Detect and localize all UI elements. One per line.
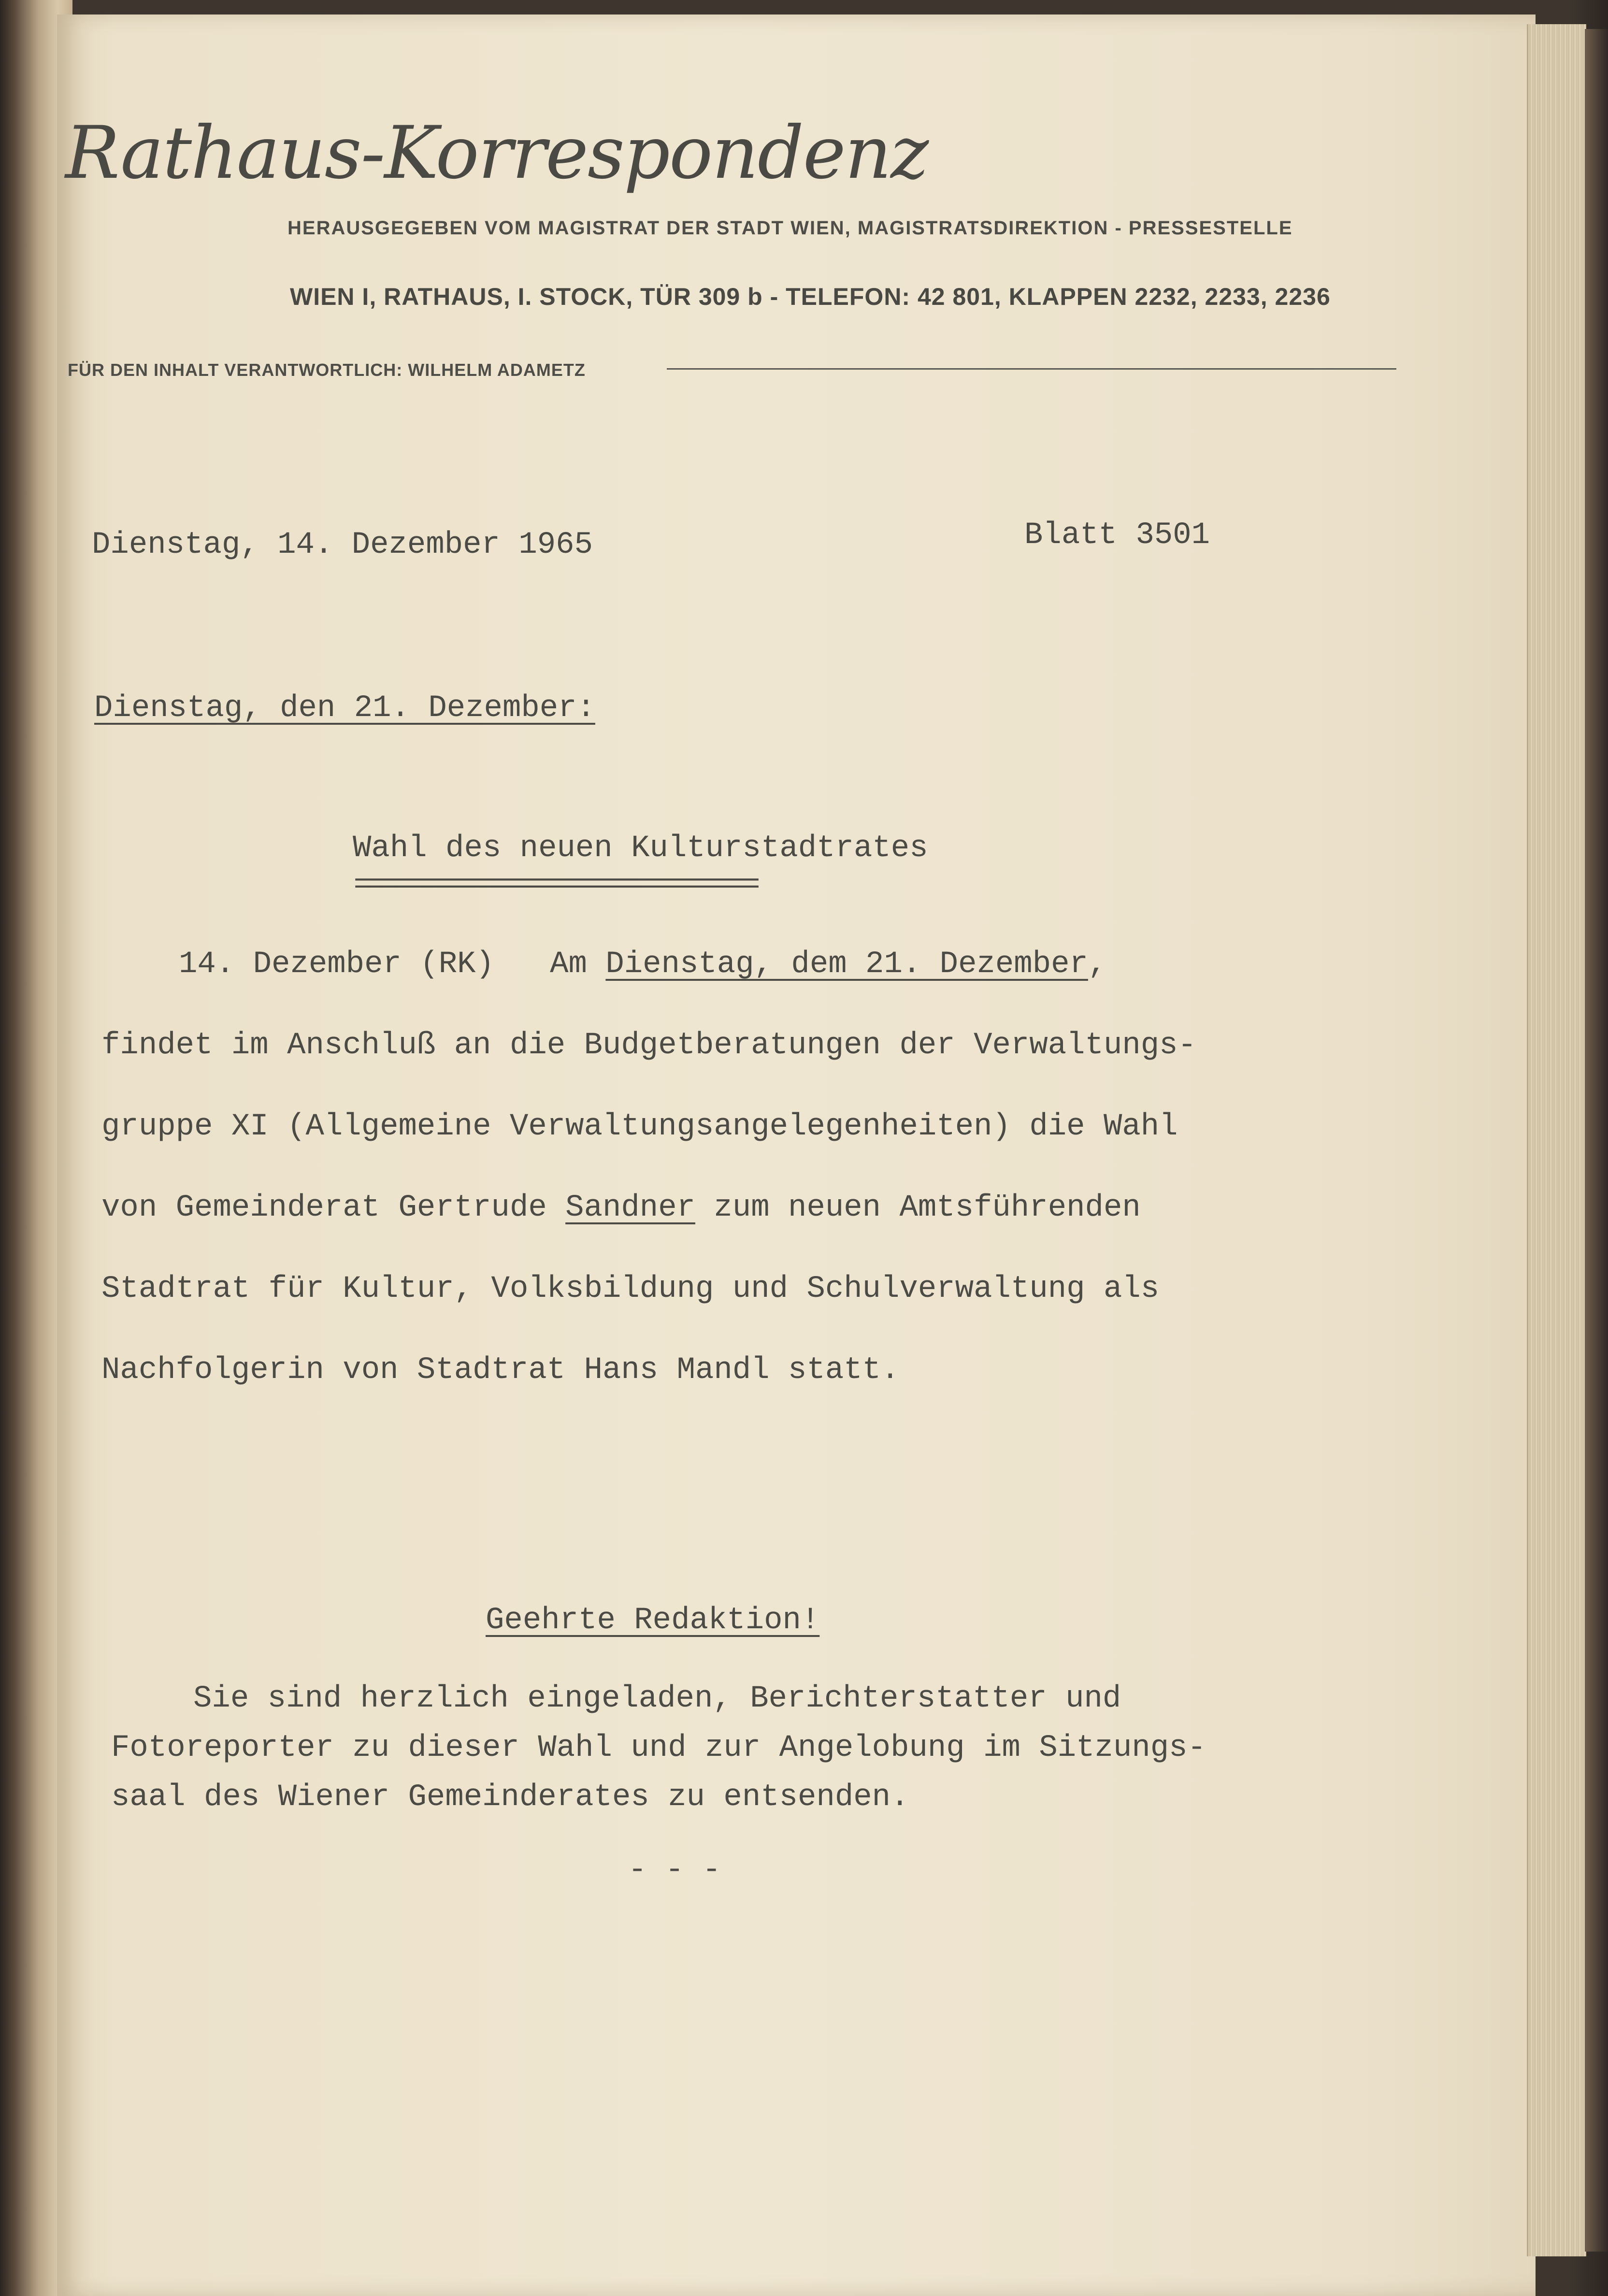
headline-double-rule: ============================== xyxy=(354,870,757,901)
end-mark: - - - xyxy=(628,1853,721,1888)
header-rule xyxy=(667,368,1396,370)
article-line-1 xyxy=(101,947,1406,1028)
invitation-line-3: saal des Wiener Gemeinderates zu entsenden. xyxy=(111,1780,909,1815)
issue-date: Dienstag, 14. Dezember 1965 xyxy=(92,528,593,562)
publisher-line: HERAUSGEGEBEN VOM MAGISTRAT DER STADT WIEN, MAGISTRATSDIREKTION - PRESSESTELLE xyxy=(287,217,1293,239)
binding-edge xyxy=(1585,29,1608,2252)
article-line-1-pre: Am xyxy=(550,947,587,982)
article-headline: Wahl des neuen Kulturstadtrates xyxy=(353,831,928,866)
article-line-4 xyxy=(101,1191,1406,1272)
article-lead: 14. Dezember (RK) xyxy=(179,947,494,982)
article-line-3: gruppe XI (Allgemeine Verwaltungsangelegenheiten) die Wahl xyxy=(101,1109,1178,1144)
article-body xyxy=(101,947,1406,1434)
salutation: Geehrte Redaktion! xyxy=(486,1603,820,1638)
meeting-date-heading: Dienstag, den 21. Dezember: xyxy=(94,691,595,726)
article-line-5: Stadtrat für Kultur, Volksbildung und Schulverwaltung als xyxy=(101,1272,1160,1306)
responsible-line: FÜR DEN INHALT VERANTWORTLICH: WILHELM ADAMETZ xyxy=(68,360,586,380)
article-line-4-pre: von Gemeinderat Gertrude xyxy=(101,1191,547,1225)
article-line-4-post: zum neuen Amtsführenden xyxy=(714,1191,1141,1225)
invitation-line-2: Fotoreporter zu dieser Wahl und zur Angelobung im Sitzungs- xyxy=(111,1731,1206,1765)
meeting-date-underlined: Dienstag, dem 21. Dezember xyxy=(605,947,1088,982)
article-line-1-post: , xyxy=(1088,947,1107,982)
article-line-6: Nachfolgerin von Stadtrat Hans Mandl statt. xyxy=(101,1353,900,1388)
candidate-name: Sandner xyxy=(565,1191,695,1225)
article-line-2: findet im Anschluß an die Budgetberatungen der Verwaltungs- xyxy=(101,1028,1196,1063)
sheet-number: Blatt 3501 xyxy=(1024,518,1210,553)
invitation-line-1: Sie sind herzlich eingeladen, Berichterstatter und xyxy=(193,1681,1121,1716)
invitation-body xyxy=(111,1681,1206,1829)
page-edges xyxy=(1527,24,1586,2256)
address-line: WIEN I, RATHAUS, I. STOCK, TÜR 309 b - TELEFON: 42 801, KLAPPEN 2232, 2233, 2236 xyxy=(290,283,1331,310)
masthead-title: Rathaus-Korrespondenz xyxy=(65,111,928,195)
